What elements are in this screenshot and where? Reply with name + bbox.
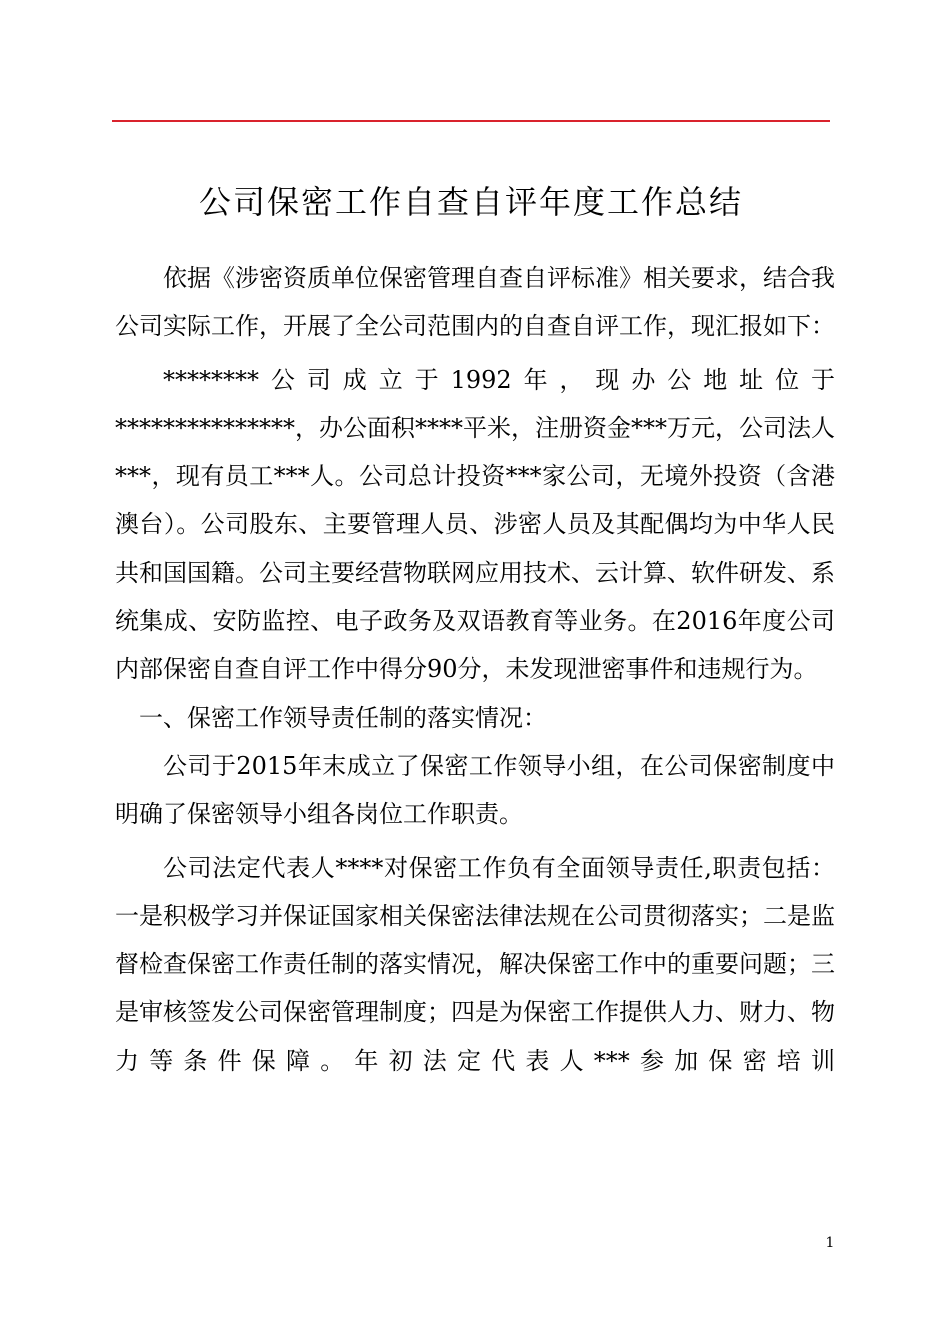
paragraph-legal-representative: 公司法定代表人****对保密工作负有全面领导责任,职责包括：一是积极学习并保证国家相关保密法律法规在公司贯彻落实；二是监督检查保密工作责任制的落实情况，解决保密工作中的重要问题；三是审核签发公司保密管理制度；四是为保密工作提供人力、财力、物力等条件保障。年初法定代表人***参加保密培训 xyxy=(115,853,835,1075)
header-rule xyxy=(112,120,830,122)
page-number: 1 xyxy=(825,1235,835,1251)
section-heading-1: 一、保密工作领导责任制的落实情况： xyxy=(139,703,547,732)
paragraph-leadership-group: 公司于2015年末成立了保密工作领导小组，在公司保密制度中明确了保密领导小组各岗位工作职责。 xyxy=(115,751,835,829)
paragraph-company-profile: ********公司成立于1992年，现办公地址位于***************，办公面积****平米，注册资金***万元，公司法人***，现有员工***人。公司总计投资***家公司，无境外投资（含港澳台）。公司股东、主要管理人员、涉密人员及其配偶均为中华人民共和国国籍。公司主要经营物联网应用技术、云计算、软件研发、系统集成、安防监控、电子政务及双语教育等业务。在2016年度公司内部保密自查自评工作中得分90分，未发现泄密事件和违规行为。 xyxy=(115,365,835,684)
paragraph-intro: 依据《涉密资质单位保密管理自查自评标准》相关要求，结合我公司实际工作，开展了全公司范围内的自查自评工作，现汇报如下： xyxy=(115,264,835,341)
document-title: 公司保密工作自查自评年度工作总结 xyxy=(198,183,743,221)
document-body xyxy=(115,254,835,1085)
